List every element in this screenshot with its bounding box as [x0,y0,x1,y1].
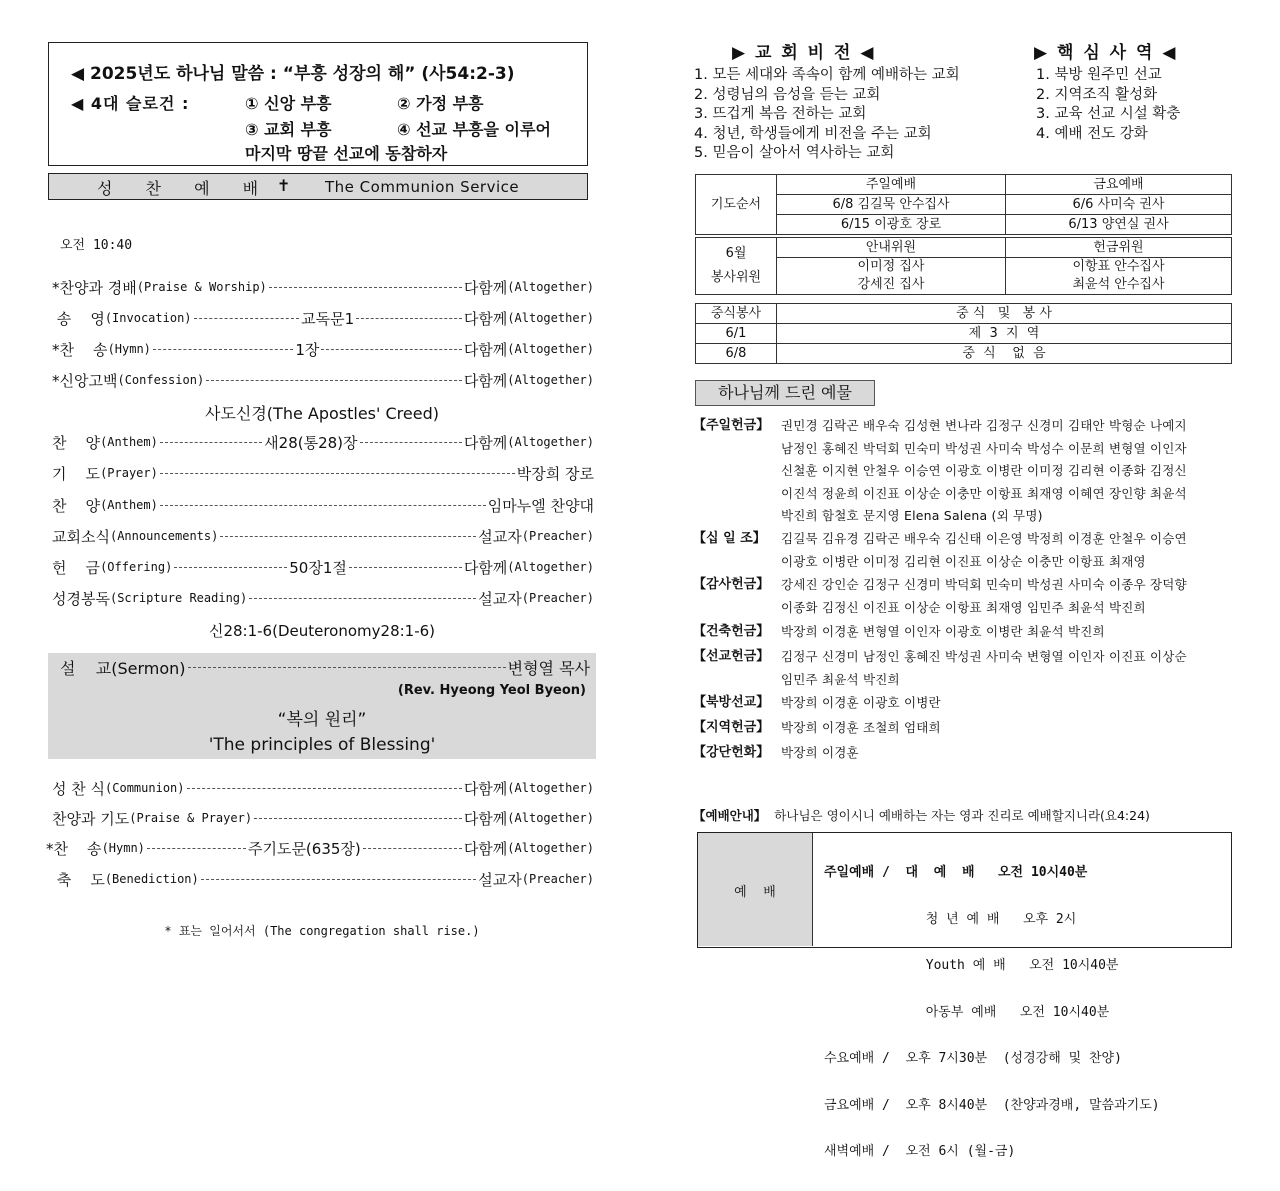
order-item: 헌 금 (Offering) 50장1절 다함께 (Altogether) [52,558,594,577]
order-item: *찬 송 (Hymn) 1장 다함께 (Altogether) [52,340,594,359]
table-cell: 6/15 이광호 장로 [777,215,1006,235]
sermon-title-ko: “복의 원리” [277,710,367,730]
apostles-creed: 사도신경(The Apostles' Creed) [204,404,439,423]
offering-group: 【선교헌금】 김정구 신경미 남정인 홍혜진 박성권 사미숙 변형열 이인자 이진표 이상순 임민주 최윤석 박진희 [693,649,1187,687]
vision-item: 1. 모든 세대와 족속이 함께 예배하는 교회 [694,67,960,83]
worship-guide-tag: 【예배안내】 [693,808,767,823]
preacher-en: (Rev. Hyeong Yeol Byeon) [397,683,586,698]
cross-icon: ✝ [277,176,291,195]
table-cell: 6/8 [696,344,777,364]
scripture-reference: 신28:1-6(Deuteronomy28:1-6) [208,622,436,640]
core-item: 2. 지역조직 활성화 [1036,86,1158,103]
offering-group: 【건축헌금】 박장희 이경훈 변형열 이인자 이광호 이병란 최윤석 박진희 [693,624,1105,639]
core-title: ▶ 핵 심 사 역 ◀ [1034,43,1178,63]
vision-item: 5. 믿음이 살아서 역사하는 교회 [694,145,895,161]
service-time: 오전 10:40 [60,238,133,253]
worship-time-line: 주일예배 / 대 예 배 오전 10시40분 [824,865,1088,880]
table-cell: 이미정 집사 강세진 집사 [777,258,1006,295]
worship-time-line: 새벽예배 / 오전 6시 (월-금) [824,1144,1016,1159]
vision-item: 2. 성령님의 음성을 듣는 교회 [694,86,881,103]
sermon-line: 설 교(Sermon) 변형열 목사 [60,658,590,678]
year-theme: ◀ 2025년도 하나님 말씀 : “부흥 성장의 해” (사54:2-3) [71,64,515,84]
worship-times [824,834,1160,1191]
lunch-label: 중식봉사 [696,304,777,324]
offering-group: 【지역헌금】 박장희 이경훈 조철희 엄태희 [693,720,941,735]
offering-group: 【십 일 조】 김길묵 김유경 김락곤 배우숙 김신태 이은영 박정희 이경훈 안철우 이승연 이광호 이병란 이미정 김리현 이진표 이상순 이충만 이항표 최재영 [693,531,1187,569]
worship-guide-verse: 하나님은 영이시니 예배하는 자는 영과 진리로 예배할지니라(요4:24) [774,808,1150,823]
sermon-title-en: 'The principles of Blessing' [208,735,436,755]
standing-footnote: * 표는 일어서서 (The congregation shall rise.) [164,924,480,938]
slogan-1: ① 신앙 부흥 [245,94,332,113]
slogan-2: ② 가정 부흥 [397,94,484,113]
worship-guide-box [697,832,1232,1159]
col-header: 금요예배 [1006,175,1232,195]
table-cell: 6/1 [696,324,777,344]
order-item: 기 도 (Prayer) 박장희 장로 [52,464,594,483]
core-list [1036,66,1180,144]
core-item: 1. 북방 원주민 선교 [1036,67,1162,83]
order-item: 송 영 (Invocation) 교독문1 다함께 (Altogether) [52,309,595,328]
core-item: 3. 교육 선교 시설 확충 [1036,106,1181,122]
col-header: 주일예배 [777,175,1006,195]
table-cell: 제 3 지 역 [777,324,1232,344]
order-item: 축 도 (Benediction) 설교자 (Preacher) [52,870,594,889]
lunch-service-table [695,303,1232,364]
slogan-3: ③ 교회 부흥 [245,120,332,139]
offering-group: 【주일헌금】 권민경 김락곤 배우숙 김성현 변나라 김정구 신경미 김태안 박형순 나예지 남정인 홍혜진 박덕회 민숙미 박성권 사미숙 박성수 이문희 변형열 이인자 신철훈 이지현 안철우 이승연 이광호 이병란 이미정 김리현 이종화 김정신 이진석 정윤희 이진표 이상순 이충만 이항표 최재영 이혜연 장인향 최윤석 박진희 함철호 문지영 Elena Salena (외 무명) [693,418,1187,523]
order-item: *찬양과 경배 (Praise & Worship) 다함께 (Altogether) [52,278,594,297]
prayer-label: 기도순서 [696,175,777,235]
service-title-en: The Communion Service [325,178,520,196]
service-committee-table [695,237,1232,295]
prayer-order-table [695,174,1232,235]
table-cell: 중 식 없 음 [777,344,1232,364]
col-header: 헌금위원 [1006,238,1232,258]
worship-time-line: Youth 예 배 오전 10시40분 [824,958,1119,973]
vision-item: 4. 청년, 학생들에게 비전을 주는 교회 [694,125,932,142]
worship-time-line: 수요예배 / 오후 7시30분 (성경강해 및 찬양) [824,1051,1122,1066]
col-header: 안내위원 [777,238,1006,258]
worship-guide-label: 예 배 [698,833,813,946]
service-title-ko: 성 찬 예 배 [97,179,273,198]
offering-group: 【북방선교】 박장희 이경훈 이광호 이병란 [693,695,941,710]
table-cell: 6/8 김길묵 안수집사 [777,195,1006,215]
offering-group: 【강단헌화】 박장희 이경훈 [693,745,859,760]
slogan-tail: 마지막 땅끝 선교에 동참하자 [245,144,448,163]
committee-label: 6월 봉사위원 [696,238,777,295]
worship-guide-header [693,806,1233,824]
sermon-box [48,653,596,759]
order-item: 찬 양 (Anthem) 임마누엘 찬양대 [52,496,594,515]
slogan-label: ◀ 4대 슬로건 : [71,94,190,113]
worship-time-line: 청 년 예 배 오후 2시 [824,911,1077,927]
offerings-title: 하나님께 드린 예물 [695,380,875,406]
core-item: 4. 예배 전도 강화 [1036,125,1148,142]
slogan-4: ④ 선교 부흥을 이루어 [397,120,551,139]
table-cell: 6/6 사미숙 권사 [1006,195,1232,215]
worship-time-line: 아동부 예배 오전 10시40분 [824,1004,1110,1020]
order-item: 찬양과 기도 (Praise & Prayer) 다함께 (Altogether) [52,809,594,828]
vision-list [694,66,960,164]
order-item: 찬 양 (Anthem) 새28(통28)장 다함께 (Altogether) [52,433,594,452]
col-header: 중 식 및 봉 사 [777,304,1232,324]
order-item: 성 찬 식 (Communion) 다함께 (Altogether) [52,779,594,798]
offering-group: 【감사헌금】 강세진 강인순 김정구 신경미 박덕회 민숙미 박성권 사미숙 이종우 장덕향 이종화 김정신 이진표 이상순 이항표 최재영 임민주 최윤석 박진희 [693,577,1187,615]
order-item: 교회소식 (Announcements) 설교자 (Preacher) [52,527,594,546]
service-title-bar [48,173,588,200]
vision-item: 3. 뜨겁게 복음 전하는 교회 [694,106,867,122]
order-item: *찬 송 (Hymn) 주기도문(635장) 다함께 (Altogether) [46,839,594,858]
table-cell: 6/13 양연실 권사 [1006,215,1232,235]
order-item: *신앙고백 (Confession) 다함께 (Altogether) [52,371,594,390]
order-item: 성경봉독 (Scripture Reading) 설교자 (Preacher) [52,589,594,608]
vision-title: ▶ 교 회 비 전 ◀ [732,43,876,63]
theme-box [48,42,588,166]
table-cell: 이항표 안수집사 최윤석 안수집사 [1006,258,1232,295]
worship-time-line: 금요예배 / 오후 8시40분 (찬양과경배, 말씀과기도) [824,1097,1160,1113]
